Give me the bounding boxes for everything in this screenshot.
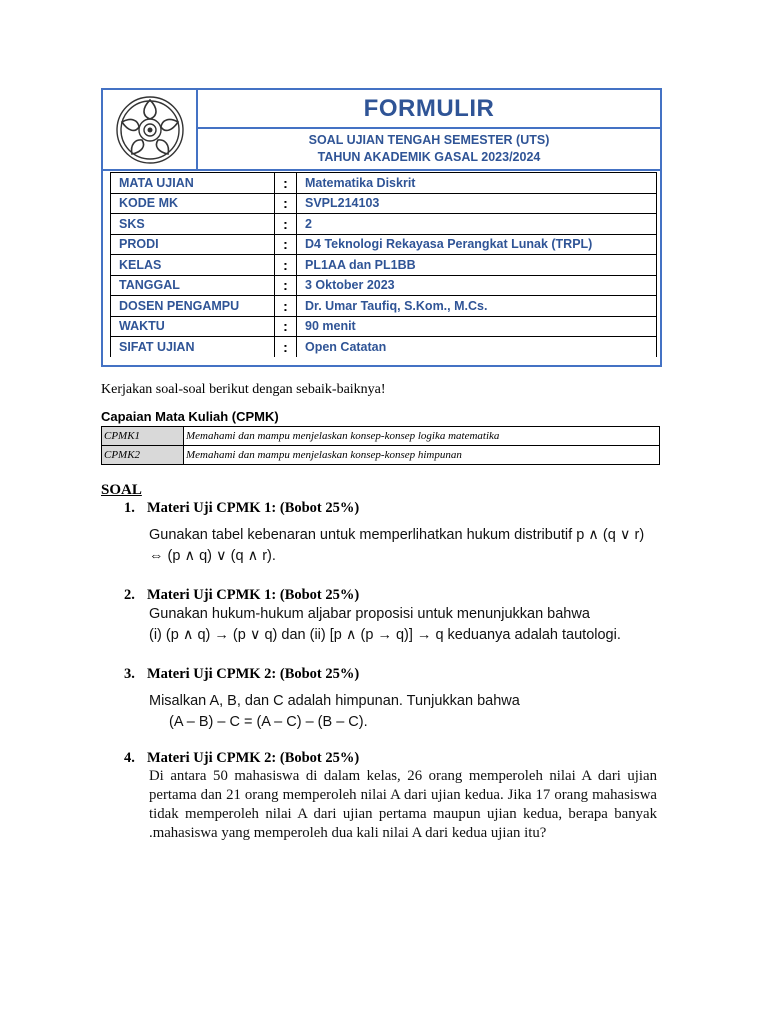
info-colon: : xyxy=(275,255,297,276)
question-line: (i) (p ∧ q) → (p ∨ q) dan (ii) [p ∧ (p → q)] → q keduanya adalah tautologi. xyxy=(149,627,621,643)
header-divider xyxy=(103,169,660,171)
info-colon: : xyxy=(275,337,297,358)
info-value: 3 Oktober 2023 xyxy=(297,275,657,296)
cpmk-row xyxy=(102,427,660,446)
info-label: MATA UJIAN xyxy=(111,173,275,194)
question-line: Gunakan tabel kebenaran untuk memperlihatkan hukum distributif p ∧ (q ∨ r) xyxy=(149,527,645,543)
info-value: D4 Teknologi Rekayasa Perangkat Lunak (TRPL) xyxy=(297,234,657,255)
info-colon: : xyxy=(275,214,297,235)
form-title: FORMULIR xyxy=(363,94,495,122)
academic-year: TAHUN AKADEMIK GASAL 2023/2024 xyxy=(317,150,541,164)
question-body xyxy=(149,604,621,646)
subtitle-cell xyxy=(198,129,660,169)
form-header xyxy=(101,88,662,367)
question-line: ⇔ (p ∧ q) ∨ (q ∧ r). xyxy=(149,548,276,564)
info-row-sifat-ujian xyxy=(111,337,657,358)
info-row-kode-mk xyxy=(111,193,657,214)
cpmk-desc: Memahami dan mampu menjelaskan konsep-konsep logika matematika xyxy=(184,427,660,446)
info-row-tanggal xyxy=(111,275,657,296)
question-head: Materi Uji CPMK 1: (Bobot 25%) xyxy=(147,500,360,516)
exam-info-table xyxy=(110,172,657,357)
question-line: Gunakan hukum-hukum aljabar proposisi untuk menunjukkan bahwa xyxy=(149,606,590,622)
info-colon: : xyxy=(275,275,297,296)
question-head: Materi Uji CPMK 2: (Bobot 25%) xyxy=(147,666,360,682)
cpmk-table xyxy=(101,426,660,465)
info-value: 2 xyxy=(297,214,657,235)
cpmk-row xyxy=(102,446,660,465)
info-row-prodi xyxy=(111,234,657,255)
info-colon: : xyxy=(275,316,297,337)
title-cell xyxy=(198,90,660,129)
info-row-waktu xyxy=(111,316,657,337)
info-label: KODE MK xyxy=(111,193,275,214)
info-colon: : xyxy=(275,193,297,214)
question-body xyxy=(149,691,520,733)
info-row-sks xyxy=(111,214,657,235)
instruction-text: Kerjakan soal-soal berikut dengan sebaik-baiknya! xyxy=(101,382,386,397)
exam-type: SOAL UJIAN TENGAH SEMESTER (UTS) xyxy=(308,133,550,147)
info-colon: : xyxy=(275,173,297,194)
info-value: Dr. Umar Taufiq, S.Kom., M.Cs. xyxy=(297,296,657,317)
logo-cell xyxy=(103,90,198,169)
cpmk-code: CPMK1 xyxy=(102,427,184,446)
info-value: SVPL214103 xyxy=(297,193,657,214)
question-line: Misalkan A, B, dan C adalah himpunan. Tunjukkan bahwa xyxy=(149,693,520,709)
info-label: PRODI xyxy=(111,234,275,255)
info-label: KELAS xyxy=(111,255,275,276)
info-row-dosen xyxy=(111,296,657,317)
question-body xyxy=(149,767,657,843)
university-seal-icon xyxy=(114,94,186,166)
info-colon: : xyxy=(275,296,297,317)
info-value: Open Catatan xyxy=(297,337,657,358)
question-number: 3. xyxy=(124,666,135,682)
cpmk-desc: Memahami dan mampu menjelaskan konsep-konsep himpunan xyxy=(184,446,660,465)
info-label: TANGGAL xyxy=(111,275,275,296)
cpmk-code: CPMK2 xyxy=(102,446,184,465)
info-label: SKS xyxy=(111,214,275,235)
info-value: 90 menit xyxy=(297,316,657,337)
question-number: 4. xyxy=(124,750,135,766)
question-number: 1. xyxy=(124,500,135,516)
info-label: DOSEN PENGAMPU xyxy=(111,296,275,317)
info-colon: : xyxy=(275,234,297,255)
question-body xyxy=(149,525,644,567)
soal-heading: SOAL xyxy=(101,482,142,498)
question-line: (A – B) – C = (A – C) – (B – C). xyxy=(169,714,368,730)
question-head: Materi Uji CPMK 1: (Bobot 25%) xyxy=(147,587,360,603)
info-value: Matematika Diskrit xyxy=(297,173,657,194)
info-label: SIFAT UJIAN xyxy=(111,337,275,358)
question-text: Di antara 50 mahasiswa di dalam kelas, 26 orang memperoleh nilai A dari ujian pertama dan 21 orang memperoleh nilai A dari ujian kedua. Jika 17 orang mahasiswa tidak memperoleh nilai A dari ujian pertama maupun ujian kedua, berapa banyak .mahasiswa yang memperoleh dua kali nilai A dari kedua ujian itu? xyxy=(149,768,657,841)
question-number: 2. xyxy=(124,587,135,603)
info-row-mata-ujian xyxy=(111,173,657,194)
info-row-kelas xyxy=(111,255,657,276)
info-label: WAKTU xyxy=(111,316,275,337)
cpmk-title: Capaian Mata Kuliah (CPMK) xyxy=(101,409,279,424)
question-head: Materi Uji CPMK 2: (Bobot 25%) xyxy=(147,750,360,766)
info-value: PL1AA dan PL1BB xyxy=(297,255,657,276)
